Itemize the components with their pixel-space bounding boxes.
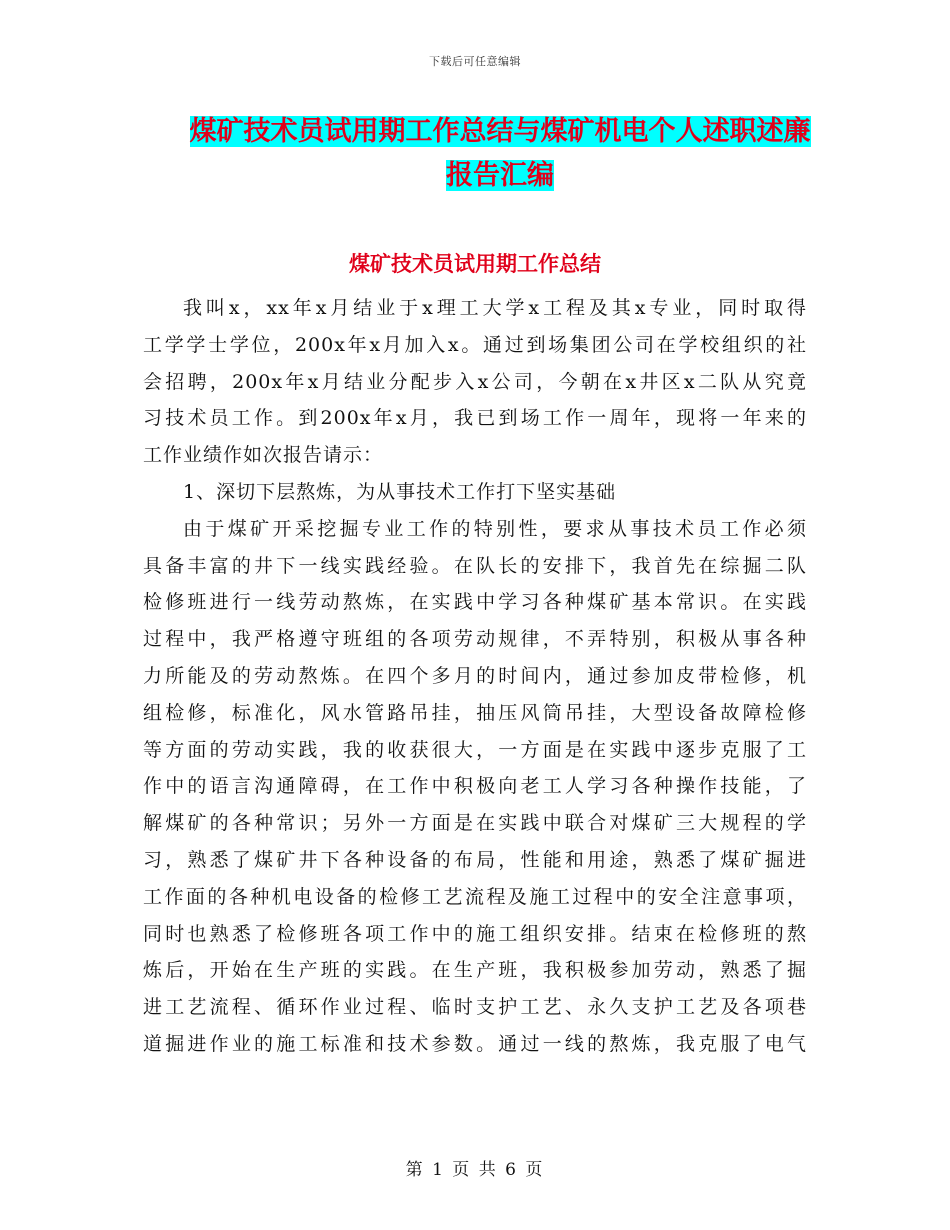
body-line: 工学学士学位，200x年x月加入x。通过到场集团公司在学校组织的社 bbox=[143, 333, 807, 356]
section-title: 煤矿技术员试用期工作总结 bbox=[349, 252, 601, 276]
body-text bbox=[143, 290, 807, 1063]
body-line: 由于煤矿开采挖掘专业工作的特别性，要求从事技术员工作必须 bbox=[183, 517, 807, 540]
body-line: 解煤矿的各种常识；另外一方面是在实践中联合对煤矿三大规程的学 bbox=[143, 812, 807, 835]
body-line: 力所能及的劳动熬炼。在四个多月的时间内，通过参加皮带检修，机 bbox=[143, 664, 807, 687]
body-line: 过程中，我严格遵守班组的各项劳动规律，不弄特别，积极从事各种 bbox=[143, 628, 807, 651]
body-line: 工作业绩作如次报告请示： bbox=[143, 444, 384, 467]
document-title bbox=[180, 110, 820, 198]
body-line: 道掘进作业的施工标准和技术参数。通过一线的熬炼，我克服了电气 bbox=[143, 1032, 807, 1055]
body-line: 同时也熟悉了检修班各项工作中的施工组织安排。结束在检修班的熬 bbox=[143, 922, 807, 945]
page-number-footer: 第 1 页 共 6 页 bbox=[405, 1160, 545, 1180]
body-line: 检修班进行一线劳动熬炼，在实践中学习各种煤矿基本常识。在实践 bbox=[143, 591, 807, 614]
body-line: 作中的语言沟通障碍，在工作中积极向老工人学习各种操作技能，了 bbox=[143, 775, 807, 798]
body-line: 会招聘，200x年x月结业分配步入x公司，今朝在x井区x二队从究竟 bbox=[143, 370, 807, 393]
body-line: 我叫x，xx年x月结业于x理工大学x工程及其x专业，同时取得 bbox=[183, 297, 807, 319]
body-line: 习技术员工作。到200x年x月，我已到场工作一周年，现将一年来的 bbox=[143, 407, 807, 430]
body-line: 等方面的劳动实践，我的收获很大，一方面是在实践中逐步克服了工 bbox=[143, 738, 807, 761]
body-line: 具备丰富的井下一线实践经验。在队长的安排下，我首先在综掘二队 bbox=[143, 554, 807, 577]
body-line: 进工艺流程、循环作业过程、临时支护工艺、永久支护工艺及各项巷 bbox=[143, 996, 807, 1019]
body-line: 炼后，开始在生产班的实践。在生产班，我积极参加劳动，熟悉了掘 bbox=[143, 959, 807, 982]
header-note: 下载后可任意编辑 bbox=[429, 55, 521, 68]
body-line: 习，熟悉了煤矿井下各种设备的布局，性能和用途，熟悉了煤矿掘进 bbox=[143, 848, 807, 871]
document-title-line-1: 煤矿技术员试用期工作总结与煤矿机电个人述职述廉 bbox=[189, 116, 811, 147]
body-line: 工作面的各种机电设备的检修工艺流程及施工过程中的安全注意事项， bbox=[143, 885, 807, 908]
body-heading: 1、深切下层熬炼，为从事技术工作打下坚实基础 bbox=[183, 480, 617, 503]
document-title-line-2: 报告汇编 bbox=[446, 160, 554, 191]
body-line: 组检修，标准化，风水管路吊挂，抽压风筒吊挂，大型设备故障检修 bbox=[143, 701, 807, 724]
